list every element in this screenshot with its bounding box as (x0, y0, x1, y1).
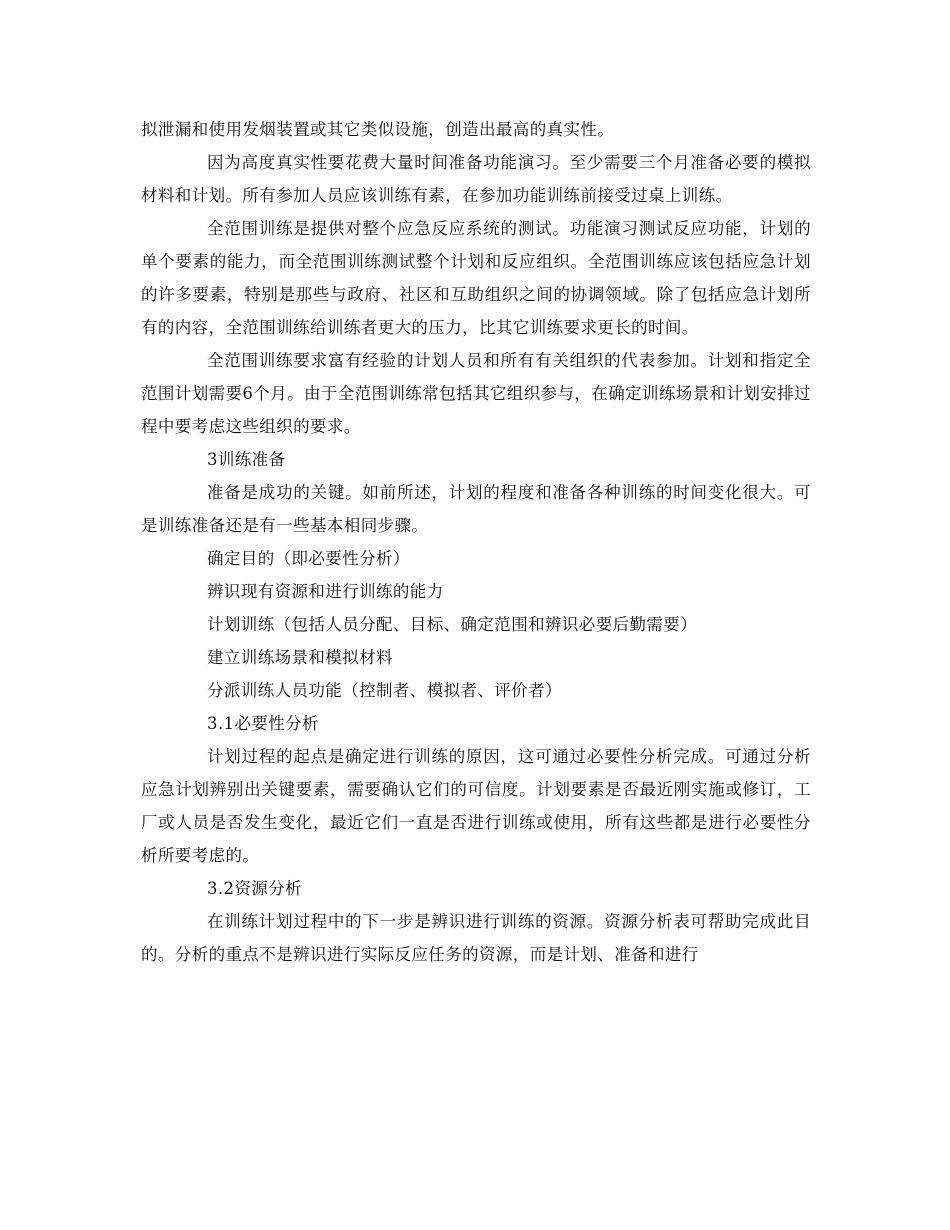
section-heading-resource-analysis: 3.2资源分析 (207, 879, 303, 898)
paragraph-realism: 因为高度真实性要花费大量时间准备功能演习。至少需要三个月准备必要的模拟材料和计划。所有参加人员应该训练有素，在参加功能训练前接受过桌上训练。 (141, 153, 811, 205)
list-item: 辨识现有资源和进行训练的能力 (207, 582, 444, 601)
paragraph-continuation: 拟泄漏和使用发烟装置或其它类似设施，创造出最高的真实性。 (141, 120, 615, 139)
section-heading-necessity-analysis: 3.1必要性分析 (207, 714, 319, 733)
document-body (141, 113, 811, 971)
paragraph-resource-analysis: 在训练计划过程中的下一步是辨识进行训练的资源。资源分析表可帮助完成此目的。分析的重点不是辨识进行实际反应任务的资源，而是计划、准备和进行 (141, 912, 811, 964)
paragraph-necessity-analysis: 计划过程的起点是确定进行训练的原因，这可通过必要性分析完成。可通过分析应急计划辨别出关键要素，需要确认它们的可信度。计划要素是否最近刚实施或修订，工厂或人员是否发生变化，最近它们一直是否进行训练或使用，所有这些都是进行必要性分析所要考虑的。 (141, 747, 811, 865)
paragraph-full-scale-exercise: 全范围训练是提供对整个应急反应系统的测试。功能演习测试反应功能，计划的单个要素的能力，而全范围训练测试整个计划和反应组织。全范围训练应该包括应急计划的许多要素，特别是那些与政府、社区和互助组织之间的协调领域。除了包括应急计划所有的内容，全范围训练给训练者更大的压力，比其它训练要求更长的时间。 (141, 219, 811, 337)
section-heading-training-preparation: 3训练准备 (207, 450, 286, 469)
list-item: 确定目的（即必要性分析） (207, 549, 410, 568)
list-item: 建立训练场景和模拟材料 (207, 648, 393, 667)
paragraph-preparation: 准备是成功的关键。如前所述，计划的程度和准备各种训练的时间变化很大。可是训练准备还是有一些基本相同步骤。 (141, 483, 811, 535)
list-item: 分派训练人员功能（控制者、模拟者、评价者） (207, 681, 562, 700)
list-item: 计划训练（包括人员分配、目标、确定范围和辨识必要后勤需要） (207, 615, 698, 634)
paragraph-full-scale-planning: 全范围训练要求富有经验的计划人员和所有有关组织的代表参加。计划和指定全范围计划需要6个月。由于全范围训练常包括其它组织参与，在确定训练场景和计划安排过程中要考虑这些组织的要求。 (141, 351, 811, 436)
